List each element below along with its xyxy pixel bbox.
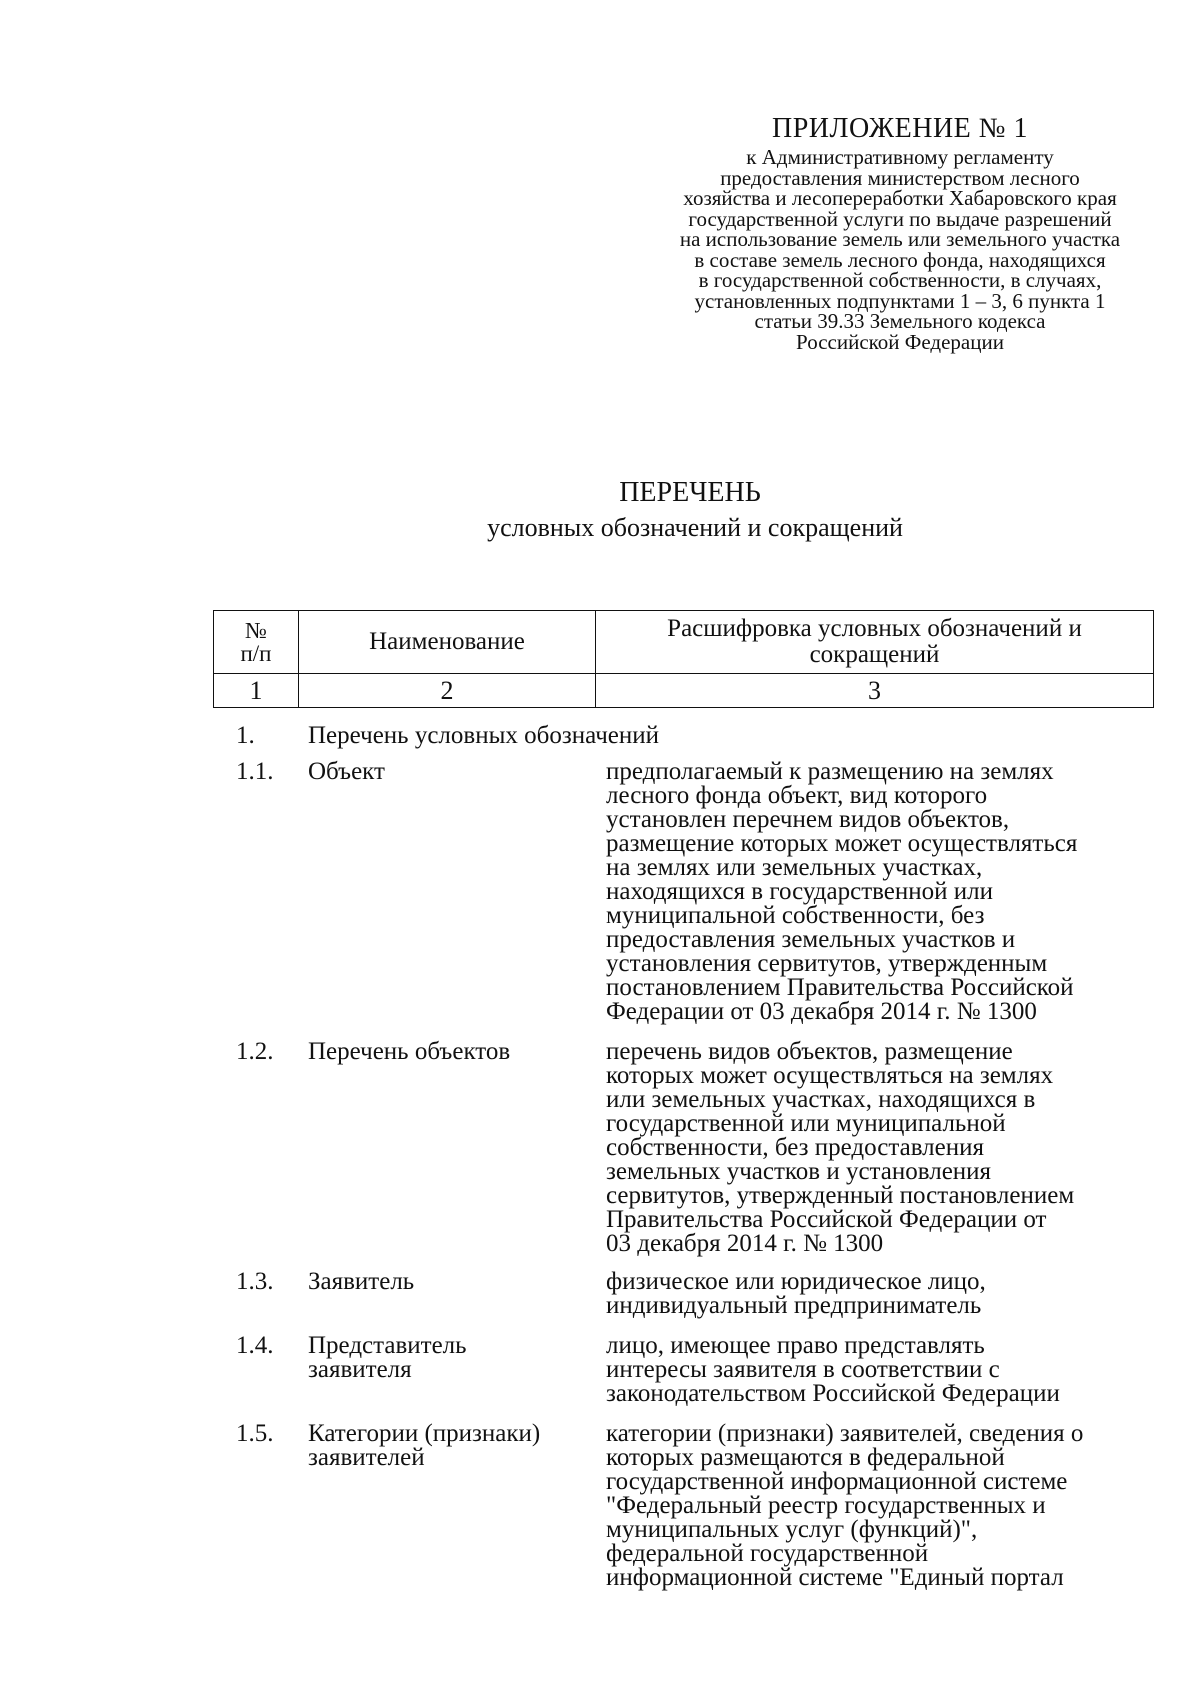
item-description: [606, 1270, 1166, 1318]
annex-title: ПРИЛОЖЕНИЕ № 1: [772, 113, 1028, 144]
item-description-line: лесного фонда объект, вид которого: [606, 782, 988, 809]
item-name-line: Представитель: [308, 1332, 467, 1359]
item-description-line: постановлением Правительства Российской: [606, 974, 1074, 1001]
item-description: [606, 1334, 1166, 1406]
item-name-line: Объект: [308, 758, 385, 785]
annex-description: [640, 147, 1160, 352]
item-name-line: заявителей: [308, 1444, 425, 1471]
annex-line: предоставления министерством лесного: [720, 165, 1080, 190]
item-description-line: или земельных участках, находящихся в: [606, 1086, 1036, 1113]
section-title: Перечень условных обозначений: [308, 722, 660, 749]
table-header-row: [214, 611, 1154, 674]
item-number: 1.1.: [236, 758, 274, 785]
item-description-line: Федерации от 03 декабря 2014 г. № 1300: [606, 998, 1037, 1025]
item-name: [308, 1040, 598, 1064]
item-number: 1.5.: [236, 1420, 274, 1447]
item-number: 1.2.: [236, 1038, 274, 1065]
table-header: [213, 610, 1154, 708]
item-description-line: лицо, имеющее право представлять: [606, 1332, 985, 1359]
document-subtitle: условных обозначений и сокращений: [487, 513, 903, 542]
column-number-3: 3: [596, 674, 1154, 708]
item-description-line: федеральной государственной: [606, 1540, 929, 1567]
header-name-label: Наименование: [369, 628, 525, 655]
item-description: [606, 1422, 1166, 1590]
header-number-line1: №: [245, 618, 267, 643]
item-description-line: которых размещаются в федеральной: [606, 1444, 1005, 1471]
section-number: 1.: [236, 722, 255, 749]
item-description-line: предоставления земельных участков и: [606, 926, 1016, 953]
header-number-line2: п/п: [240, 641, 272, 666]
column-number-2: 2: [299, 674, 596, 708]
item-description-line: перечень видов объектов, размещение: [606, 1038, 1013, 1065]
annex-line: в государственной собственности, в случаях,: [698, 268, 1102, 292]
item-description-line: "Федеральный реестр государственных и: [606, 1492, 1046, 1519]
annex-line: к Административному регламенту: [746, 145, 1054, 169]
item-description-line: которых может осуществляться на землях: [606, 1062, 1054, 1089]
item-description-line: государственной информационной системе: [606, 1468, 1068, 1495]
item-name: [308, 760, 598, 784]
header-description-line1: Расшифровка условных обозначений и: [667, 615, 1082, 642]
item-description-line: муниципальных услуг (функций)",: [606, 1516, 978, 1543]
item-description-line: муниципальной собственности, без: [606, 902, 985, 929]
annex-line: хозяйства и лесопереработки Хабаровского края: [683, 186, 1117, 210]
item-name-line: Категории (признаки): [308, 1420, 541, 1447]
item-description-line: индивидуальный предприниматель: [606, 1292, 982, 1319]
item-name-line: Перечень объектов: [308, 1038, 511, 1065]
column-numbers-row: [214, 674, 1154, 708]
item-description: [606, 1040, 1166, 1256]
item-description-line: 03 декабря 2014 г. № 1300: [606, 1230, 884, 1257]
item-number: 1.3.: [236, 1268, 274, 1295]
header-cell-name: [299, 611, 596, 674]
item-description-line: установлен перечнем видов объектов,: [606, 806, 1010, 833]
item-number: 1.4.: [236, 1332, 274, 1359]
annex-line: государственной услуги по выдаче разрешений: [688, 206, 1112, 231]
item-description-line: законодательством Российской Федерации: [606, 1380, 1060, 1407]
header-description-line2: сокращений: [809, 641, 940, 668]
annex-line: Российской Федерации: [796, 329, 1004, 354]
item-description-line: установления сервитутов, утвержденным: [606, 950, 1048, 977]
item-description-line: сервитутов, утвержденный постановлением: [606, 1182, 1075, 1209]
item-description-line: категории (признаки) заявителей, сведения о: [606, 1420, 1084, 1447]
item-name: [308, 1334, 598, 1382]
annex-line: статьи 39.33 Земельного кодекса: [754, 309, 1046, 333]
item-description-line: физическое или юридическое лицо,: [606, 1268, 986, 1295]
item-name-line: заявителя: [308, 1356, 412, 1383]
annex-line: на использование земель или земельного участка: [679, 227, 1121, 251]
item-description-line: на землях или земельных участках,: [606, 854, 983, 881]
header-cell-description: [596, 611, 1154, 674]
item-description: [606, 760, 1166, 1024]
document-title: ПЕРЕЧЕНЬ: [619, 477, 761, 508]
item-description-line: предполагаемый к размещению на землях: [606, 758, 1054, 785]
annex-line: установленных подпунктами 1 – 3, 6 пункта 1: [694, 288, 1106, 313]
item-description-line: земельных участков и установления: [606, 1158, 992, 1185]
column-number-1: 1: [214, 674, 299, 708]
annex-line: в составе земель лесного фонда, находящихся: [694, 247, 1106, 272]
item-description-line: собственности, без предоставления: [606, 1134, 985, 1161]
item-name-line: Заявитель: [308, 1268, 415, 1295]
header-cell-number: [214, 611, 299, 674]
item-description-line: информационной системе "Единый портал: [606, 1564, 1064, 1591]
annex-header: [640, 112, 1160, 352]
item-description-line: государственной или муниципальной: [606, 1110, 1006, 1137]
item-description-line: Правительства Российской Федерации от: [606, 1206, 1047, 1233]
item-name: [308, 1270, 598, 1294]
item-description-line: находящихся в государственной или: [606, 878, 993, 905]
item-name: [308, 1422, 598, 1470]
item-description-line: размещение которых может осуществляться: [606, 830, 1078, 857]
item-description-line: интересы заявителя в соответствии с: [606, 1356, 1000, 1383]
